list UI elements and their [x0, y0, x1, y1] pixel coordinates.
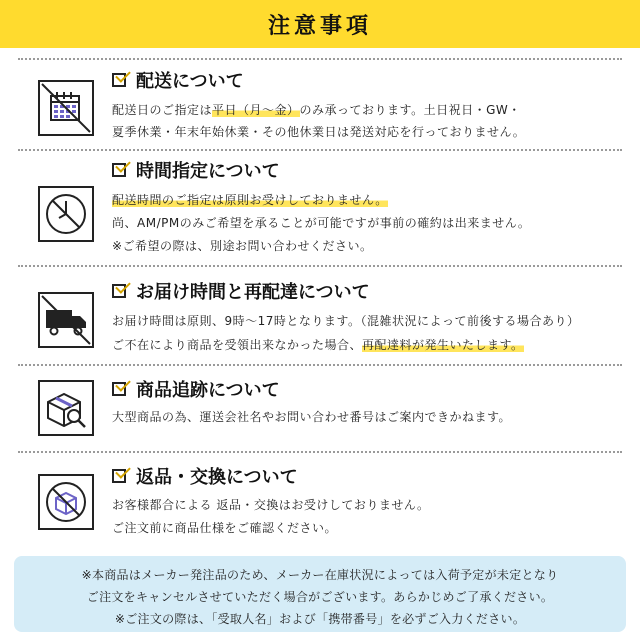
section-text-line: 大型商品の為、運送会社名やお問い合わせ番号はご案内できかねます。: [112, 410, 512, 424]
section-title-text: お届け時間と再配達について: [136, 282, 370, 303]
clock-prohibited-icon: [38, 186, 94, 242]
checkbox-icon: [112, 284, 126, 298]
section-text-line: お客様都合による 返品・交換はお受けしておりません。: [112, 498, 430, 512]
section-text-line: 夏季休業・年末年始休業・その他休業日は発送対応を行っておりません。: [112, 125, 526, 139]
section-title-tracking: [112, 376, 280, 402]
section-title-text: 返品・交換について: [136, 467, 298, 488]
checkbox-icon: [112, 469, 126, 483]
page-title: 注意事項: [267, 13, 372, 39]
section-title-text: 時間指定について: [136, 161, 280, 182]
return-prohibited-icon: [38, 474, 94, 530]
section-title-delivery: [112, 67, 244, 93]
section-title-time: [112, 157, 280, 183]
section-divider: [18, 149, 622, 151]
section-divider: [18, 58, 622, 60]
section-divider: [18, 364, 622, 366]
checkbox-icon: [112, 163, 126, 177]
notice-line: ご注文をキャンセルさせていただく場合がございます。あらかじめご了承ください。: [86, 590, 554, 604]
notice-box: [14, 556, 626, 632]
calendar-cross-icon: [38, 80, 94, 136]
section-title-text: 商品追跡について: [136, 380, 280, 401]
section-title-text: 配送について: [136, 71, 244, 92]
page-header: [0, 0, 640, 48]
section-text-line: ご注文前に商品仕様をご確認ください。: [112, 521, 338, 535]
notice-line: ※本商品はメーカー発注品のため、メーカー在庫状況によっては入荷予定が未定となり: [81, 568, 559, 582]
section-text-line: お届け時間は原則、9時～17時となります。（混雑状況によって前後する場合あり）: [112, 314, 580, 328]
checkbox-icon: [112, 382, 126, 396]
section-text-line: 配送日のご指定は平日（月～金）のみ承っております。土日祝日・GW・: [112, 103, 521, 117]
section-title-redelivery: [112, 278, 370, 304]
section-divider: [18, 451, 622, 453]
notice-line: ※ご注文の際は、「受取人名」および「携帯番号」を必ずご入力ください。: [114, 612, 526, 626]
section-text-line: 配送時間のご指定は原則お受けしておりません。: [112, 193, 388, 207]
section-text-line: 尚、AM/PMのみご希望を承ることが可能ですが事前の確約は出来ません。: [112, 216, 531, 230]
section-text-line: ※ご希望の際は、別途お問い合わせください。: [112, 239, 373, 253]
section-text-line: ご不在により商品を受領出来なかった場合、再配達料が発生いたします。: [112, 338, 524, 352]
section-title-returns: [112, 463, 298, 489]
truck-cross-icon: [38, 292, 94, 348]
package-search-icon: [38, 380, 94, 436]
section-divider: [18, 265, 622, 267]
checkbox-icon: [112, 73, 126, 87]
